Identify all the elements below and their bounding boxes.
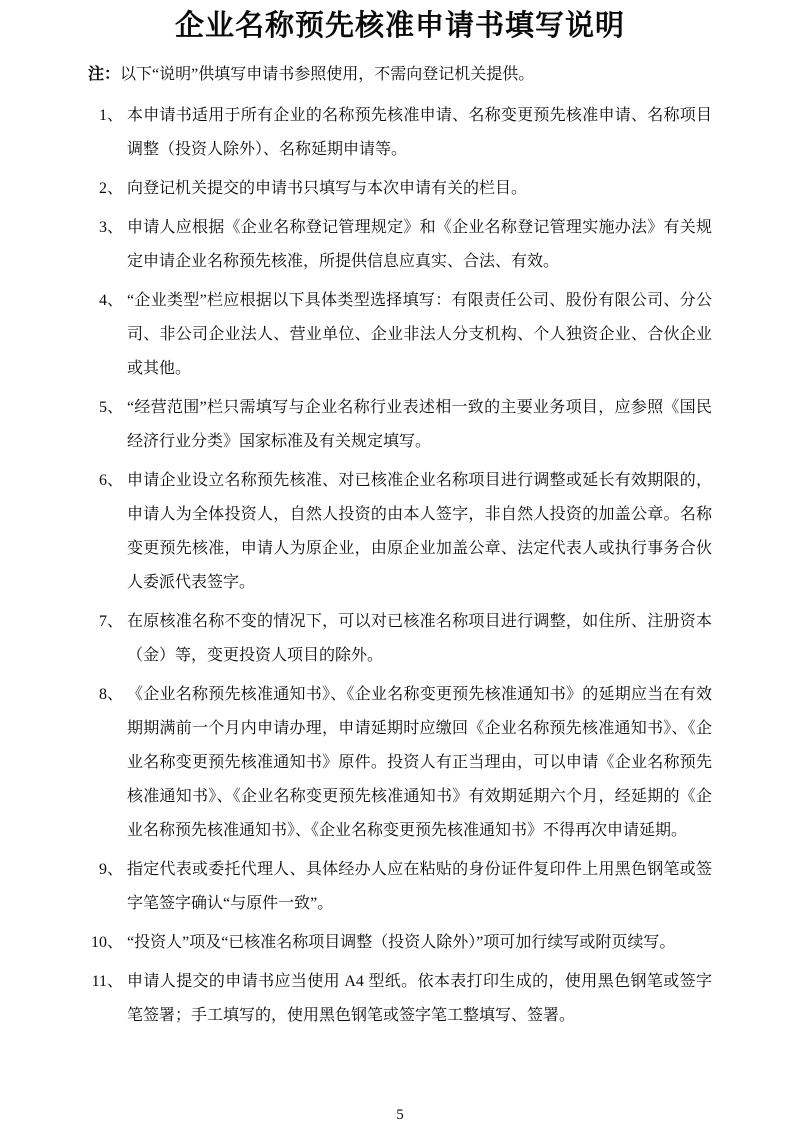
item-text: “投资人”项及“已核准名称项目调整（投资人除外）”项可加行续写或附页续写。 [127,934,676,951]
list-item [88,391,712,459]
list-item [88,464,712,600]
item-number: 6、 [98,472,123,489]
item-text: 向登记机关提交的申请书只填写与本次申请有关的栏目。 [127,180,528,197]
item-text: 指定代表或委托代理人、具体经办人应在粘贴的身份证件复印件上用黑色钢笔或签字笔签字确认“与原件一致”。 [127,861,712,912]
note-paragraph [88,63,712,87]
item-number: 4、 [98,292,123,309]
item-text: “经营范围”栏只需填写与企业名称行业表述相一致的主要业务项目，应参照《国民经济行业分类》国家标准及有关规定填写。 [127,399,712,450]
item-number: 2、 [98,180,123,197]
list-item [88,284,712,386]
note-text: 以下“说明”供填写申请书参照使用，不需向登记机关提供。 [120,66,535,83]
item-text: 申请企业设立名称预先核准、对已核准企业名称项目进行调整或延长有效期限的，申请人为全体投资人，自然人投资的由本人签字，非自然人投资的加盖公章。名称变更预先核准，申请人为原企业，由原企业加盖公章、法定代表人或执行事务合伙人委派代表签字。 [127,472,712,591]
item-text: 在原核准名称不变的情况下，可以对已核准名称项目进行调整，如住所、注册资本（金）等，变更投资人项目的除外。 [127,613,712,664]
list-item [88,211,712,279]
note-label: 注： [88,66,121,83]
list-item [88,926,712,960]
item-number: 7、 [98,613,123,630]
item-number: 11、 [91,973,123,990]
item-text: 《企业名称预先核准通知书》、《企业名称变更预先核准通知书》的延期应当在有效期期满前一个月内申请办理，申请延期时应缴回《企业名称预先核准通知书》、《企业名称变更预先核准通知书》原件。投资人有正当理由，可以申请《企业名称预先核准通知书》、《企业名称变更预先核准通知书》有效期延期六个月，经延期的《企业名称预先核准通知书》、《企业名称变更预先核准通知书》不得再次申请延期。 [127,686,712,839]
item-number: 3、 [98,219,123,236]
item-text: 本申请书适用于所有企业的名称预先核准申请、名称变更预先核准申请、名称项目调整（投资人除外）、名称延期申请等。 [127,107,712,158]
item-text: 申请人提交的申请书应当使用 A4 型纸。依本表打印生成的，使用黑色钢笔或签字笔签署；手工填写的，使用黑色钢笔或签字笔工整填写、签署。 [127,973,712,1024]
item-number: 1、 [98,107,123,124]
page-title: 企业名称预先核准申请书填写说明 [174,10,625,42]
instruction-list [88,99,712,1033]
item-number: 5、 [98,399,123,416]
list-item [88,99,712,167]
item-text: 申请人应根据《企业名称登记管理规定》和《企业名称登记管理实施办法》有关规定申请企业名称预先核准，所提供信息应真实、合法、有效。 [127,219,712,270]
list-item [88,965,712,1033]
list-item [88,678,712,848]
item-number: 10、 [90,934,123,951]
item-number: 9、 [98,861,123,878]
item-text: “企业类型”栏应根据以下具体类型选择填写：有限责任公司、股份有限公司、分公司、非公司企业法人、营业单位、企业非法人分支机构、个人独资企业、合伙企业或其他。 [127,292,712,377]
list-item [88,172,712,206]
item-number: 8、 [98,686,123,703]
list-item [88,853,712,921]
page-number: 5 [396,1107,404,1123]
list-item [88,605,712,673]
